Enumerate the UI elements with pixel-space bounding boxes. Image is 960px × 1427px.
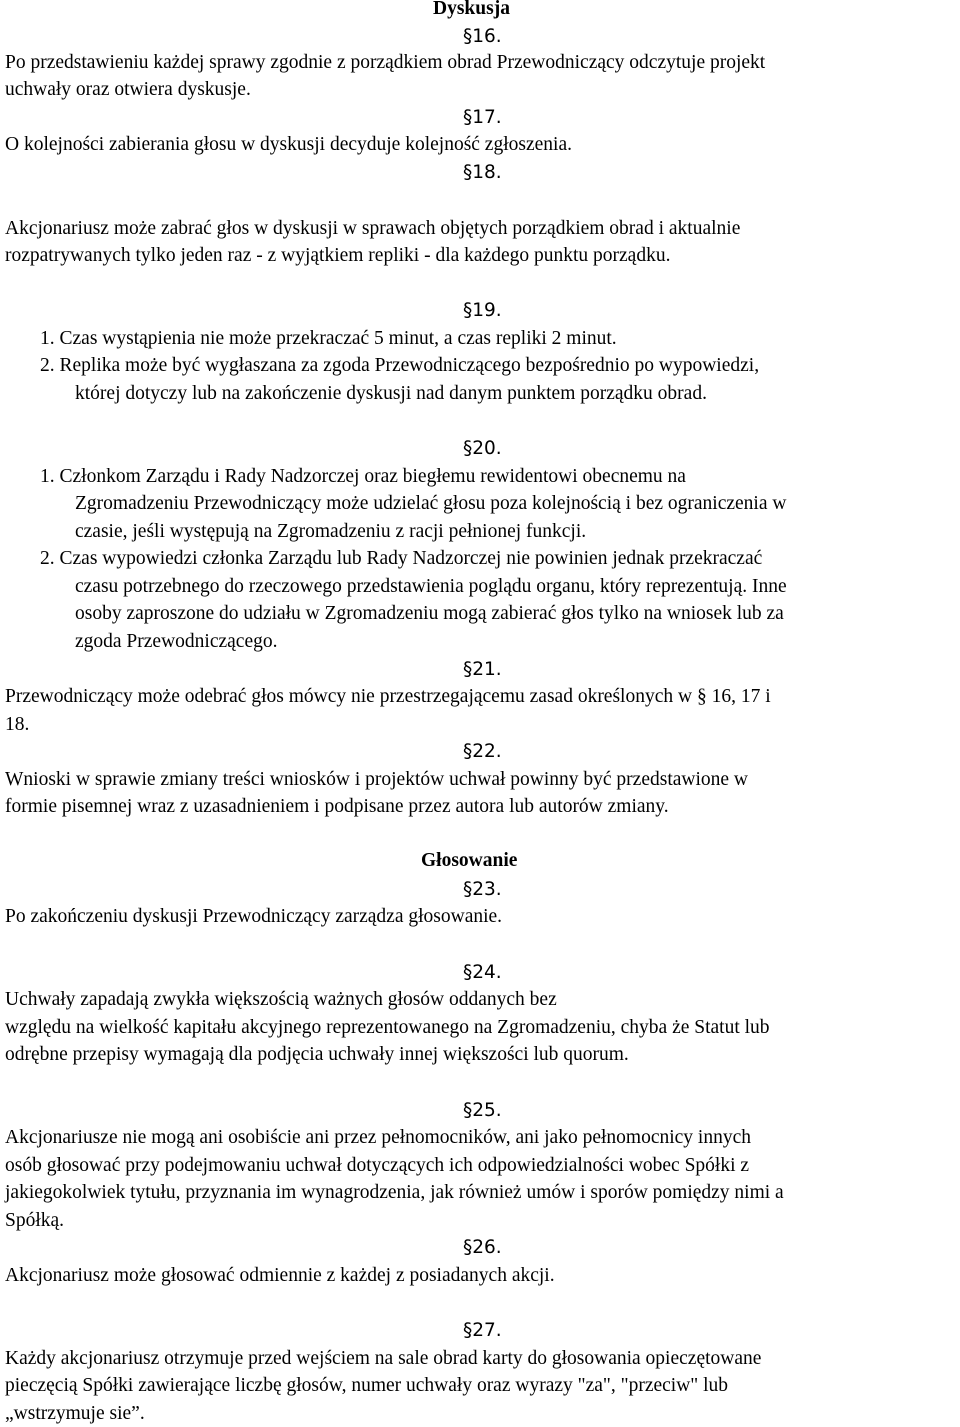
text-line: odrębne przepisy wymagają dla podjęcia uchwały innej większości lub quorum. xyxy=(5,1044,629,1065)
paragraph-number: §26. xyxy=(463,1237,502,1258)
text-line: Po przedstawieniu każdej sprawy zgodnie z porządkiem obrad Przewodniczący odczytuje projekt xyxy=(5,52,766,73)
text-line: pieczęcią Spółki zawierające liczbę głosów, numer uchwały oraz wyrazy "za", "przeciw" lub xyxy=(5,1375,729,1396)
text-line: osoby zaproszone do udziału w Zgromadzeniu mogą zabierać głos tylko na wniosek lub za xyxy=(75,603,784,624)
text-line: Zgromadzeniu Przewodniczący może udzielać głosu poza kolejnością i bez ograniczenia w xyxy=(75,493,787,514)
text-line: osób głosować przy podejmowaniu uchwał dotyczących ich odpowiedzialności wobec Spółki z xyxy=(5,1155,750,1176)
paragraph-number: §22. xyxy=(463,741,502,762)
text-line: Akcjonariusz może zabrać głos w dyskusji w sprawach objętych porządkiem obrad i aktualnie xyxy=(5,218,741,239)
text-line: czasie, jeśli występują na Zgromadzeniu z racji pełnionej funkcji. xyxy=(75,521,587,542)
text-line: czasu potrzebnego do rzeczowego przedstawienia poglądu organu, który reprezentują. Inne xyxy=(75,576,787,597)
paragraph-number: §25. xyxy=(463,1100,502,1121)
text-line: formie pisemnej wraz z uzasadnieniem i podpisane przez autora lub autorów zmiany. xyxy=(5,796,669,817)
text-line: Wnioski w sprawie zmiany treści wniosków i projektów uchwał powinny być przedstawione w xyxy=(5,769,748,790)
text-line: 1. Czas wystąpienia nie może przekraczać 5 minut, a czas repliki 2 minut. xyxy=(40,328,617,349)
paragraph-number: §16. xyxy=(463,26,502,47)
section-heading: Głosowanie xyxy=(421,850,518,871)
text-line: Każdy akcjonariusz otrzymuje przed wejściem na sale obrad karty do głosowania opieczętowane xyxy=(5,1348,762,1369)
text-line: Po zakończeniu dyskusji Przewodniczący zarządza głosowanie. xyxy=(5,906,503,927)
paragraph-number: §24. xyxy=(463,962,502,983)
text-line: Akcjonariusze nie mogą ani osobiście ani przez pełnomocników, ani jako pełnomocnicy innych xyxy=(5,1127,752,1148)
text-line: jakiegokolwiek tytułu, przyznania im wynagrodzenia, jak również umów i sporów pomiędzy nimi a xyxy=(5,1182,784,1203)
text-line: „wstrzymuje sie”. xyxy=(5,1403,145,1424)
paragraph-number: §21. xyxy=(463,659,502,680)
text-line: 18. xyxy=(5,714,30,735)
text-line: Akcjonariusz może głosować odmiennie z każdej z posiadanych akcji. xyxy=(5,1265,555,1286)
paragraph-number: §27. xyxy=(463,1320,502,1341)
paragraph-number: §17. xyxy=(463,107,502,128)
text-line: Spółką. xyxy=(5,1210,65,1231)
paragraph-number: §20. xyxy=(463,438,502,459)
text-line: Przewodniczący może odebrać głos mówcy nie przestrzegającemu zasad określonych w § 16, 17 i xyxy=(5,686,771,707)
text-line: O kolejności zabierania głosu w dyskusji decyduje kolejność zgłoszenia. xyxy=(5,134,572,155)
text-line: 1. Członkom Zarządu i Rady Nadzorczej oraz biegłemu rewidentowi obecnemu na xyxy=(40,466,686,487)
text-line: 2. Czas wypowiedzi członka Zarządu lub Rady Nadzorczej nie powinien jednak przekraczać xyxy=(40,548,763,569)
paragraph-number: §23. xyxy=(463,879,502,900)
text-line: rozpatrywanych tylko jeden raz - z wyjątkiem repliki - dla każdego punktu porządku. xyxy=(5,245,671,266)
paragraph-number: §19. xyxy=(463,300,502,321)
text-line: której dotyczy lub na zakończenie dyskusji nad danym punktem porządku obrad. xyxy=(75,383,707,404)
paragraph-number: §18. xyxy=(463,162,502,183)
text-line: uchwały oraz otwiera dyskusje. xyxy=(5,79,251,100)
text-line: 2. Replika może być wygłaszana za zgoda Przewodniczącego bezpośrednio po wypowiedzi, xyxy=(40,355,760,376)
text-line: względu na wielkość kapitału akcyjnego reprezentowanego na Zgromadzeniu, chyba że Statut lub xyxy=(5,1017,770,1038)
text-line: Uchwały zapadają zwykła większością ważnych głosów oddanych bez xyxy=(5,989,557,1010)
section-heading: Dyskusja xyxy=(433,0,510,19)
text-line: zgoda Przewodniczącego. xyxy=(75,631,278,652)
